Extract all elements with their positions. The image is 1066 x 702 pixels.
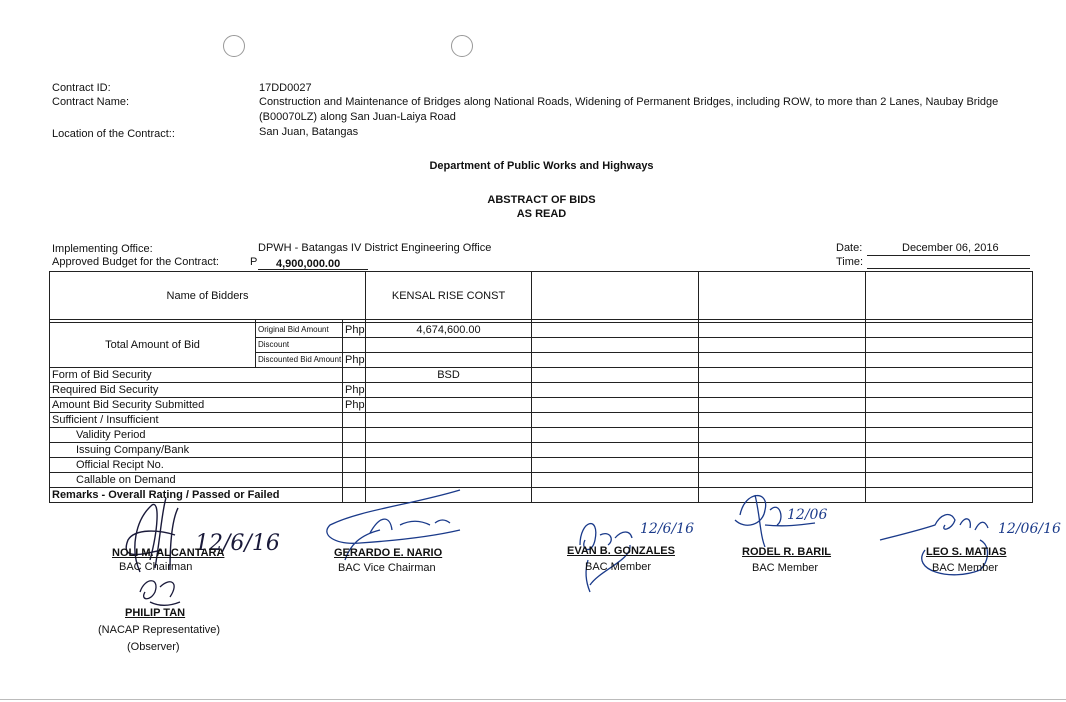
abc-value: 4,900,000.00	[276, 258, 341, 270]
contract-name-line1: Construction and Maintenance of Bridges along National Roads, Widening of Permanent Bridges, including ROW, to more than 2 Lanes, Naubay Bridge	[259, 96, 999, 108]
table-row	[50, 323, 1033, 338]
original-bid-value-4	[866, 323, 1033, 338]
required-security-label: Required Bid Security	[50, 383, 343, 398]
validity-label: Validity Period	[50, 428, 343, 443]
date-underline	[867, 255, 1030, 256]
callable-label: Callable on Demand	[50, 473, 343, 488]
implementing-office-label: Implementing Office:	[52, 243, 153, 255]
total-amount-label: Total Amount of Bid	[50, 323, 256, 368]
document-title: ABSTRACT OF BIDS	[487, 194, 596, 206]
php-label: Php	[343, 383, 366, 398]
abc-underline	[258, 269, 368, 270]
form-security-label: Form of Bid Security	[50, 368, 343, 383]
bidder-name-2	[532, 272, 699, 320]
observer-name: PHILIP TAN	[125, 607, 186, 619]
bidders-header: Name of Bidders	[50, 272, 366, 320]
official-receipt-label: Official Recipt No.	[50, 458, 343, 473]
time-underline	[867, 268, 1030, 269]
signature-date-baril: 12/06	[787, 507, 828, 523]
php-label: Php	[343, 398, 366, 413]
punch-hole-left	[223, 35, 245, 57]
table-row	[50, 368, 1033, 383]
location-value: San Juan, Batangas	[259, 126, 359, 138]
bidder-name-4	[866, 272, 1033, 320]
signatory-role-1: BAC Chairman	[119, 561, 193, 573]
original-bid-label: Original Bid Amount	[256, 323, 343, 338]
table-row	[50, 413, 1033, 428]
date-label: Date:	[836, 242, 863, 254]
abc-prefix: P	[250, 256, 258, 268]
signatory-name-2: GERARDO E. NARIO	[334, 547, 443, 559]
implementing-office-value: DPWH - Batangas IV District Engineering Office	[258, 242, 492, 254]
observer-note: (Observer)	[127, 641, 180, 653]
abstract-of-bids-table	[49, 271, 1033, 503]
contract-name-label: Contract Name:	[52, 96, 130, 108]
form-security-value-1: BSD	[366, 368, 532, 383]
signatory-name-4: RODEL R. BARIL	[742, 546, 832, 558]
bidder-name-1: KENSAL RISE CONST	[366, 272, 532, 320]
table-row	[50, 428, 1033, 443]
location-label: Location of the Contract::	[52, 128, 175, 140]
php-label: Php	[343, 353, 366, 368]
contract-id-value: 17DD0027	[259, 82, 312, 94]
signature-tan	[130, 572, 190, 612]
signatory-name-5: LEO S. MATIAS	[926, 546, 1007, 558]
table-row	[50, 398, 1033, 413]
sufficient-label: Sufficient / Insufficient	[50, 413, 343, 428]
discount-label: Discount	[256, 338, 343, 353]
date-value: December 06, 2016	[902, 242, 999, 254]
php-label: Php	[343, 323, 366, 338]
signatory-role-5: BAC Member	[932, 562, 999, 574]
signatory-role-2: BAC Vice Chairman	[338, 562, 436, 574]
issuing-label: Issuing Company/Bank	[50, 443, 343, 458]
amount-security-label: Amount Bid Security Submitted	[50, 398, 343, 413]
table-row	[50, 473, 1033, 488]
table-row	[50, 443, 1033, 458]
original-bid-value-1: 4,674,600.00	[366, 323, 532, 338]
table-row	[50, 458, 1033, 473]
table-row	[50, 383, 1033, 398]
table-header-row	[50, 272, 1033, 320]
original-bid-value-3	[699, 323, 866, 338]
observer-role: (NACAP Representative)	[98, 624, 221, 636]
signature-date-alcantara: 12/6/16	[195, 531, 280, 556]
contract-name-line2: (B00070LZ) along San Juan-Laiya Road	[259, 111, 456, 123]
discounted-bid-label: Discounted Bid Amount	[256, 353, 343, 368]
signature-date-gonzales: 12/6/16	[640, 521, 694, 537]
remarks-label: Remarks - Overall Rating / Passed or Failed	[50, 488, 343, 503]
time-label: Time:	[836, 256, 864, 268]
punch-hole-right	[451, 35, 473, 57]
abc-label: Approved Budget for the Contract:	[52, 256, 219, 268]
page-bottom-edge	[0, 699, 1066, 700]
signatory-role-4: BAC Member	[752, 562, 819, 574]
agency-name: Department of Public Works and Highways	[429, 160, 654, 172]
contract-id-label: Contract ID:	[52, 82, 111, 94]
original-bid-value-2	[532, 323, 699, 338]
signatory-name-3: EVAN B. GONZALES	[567, 545, 675, 557]
signature-date-matias: 12/06/16	[998, 521, 1061, 537]
signature-baril	[725, 485, 835, 555]
signatory-name-1: NOLI M. ALCANTARA	[112, 547, 225, 559]
bidder-name-3	[699, 272, 866, 320]
signatory-role-3: BAC Member	[585, 561, 652, 573]
document-subtitle: AS READ	[516, 208, 567, 220]
